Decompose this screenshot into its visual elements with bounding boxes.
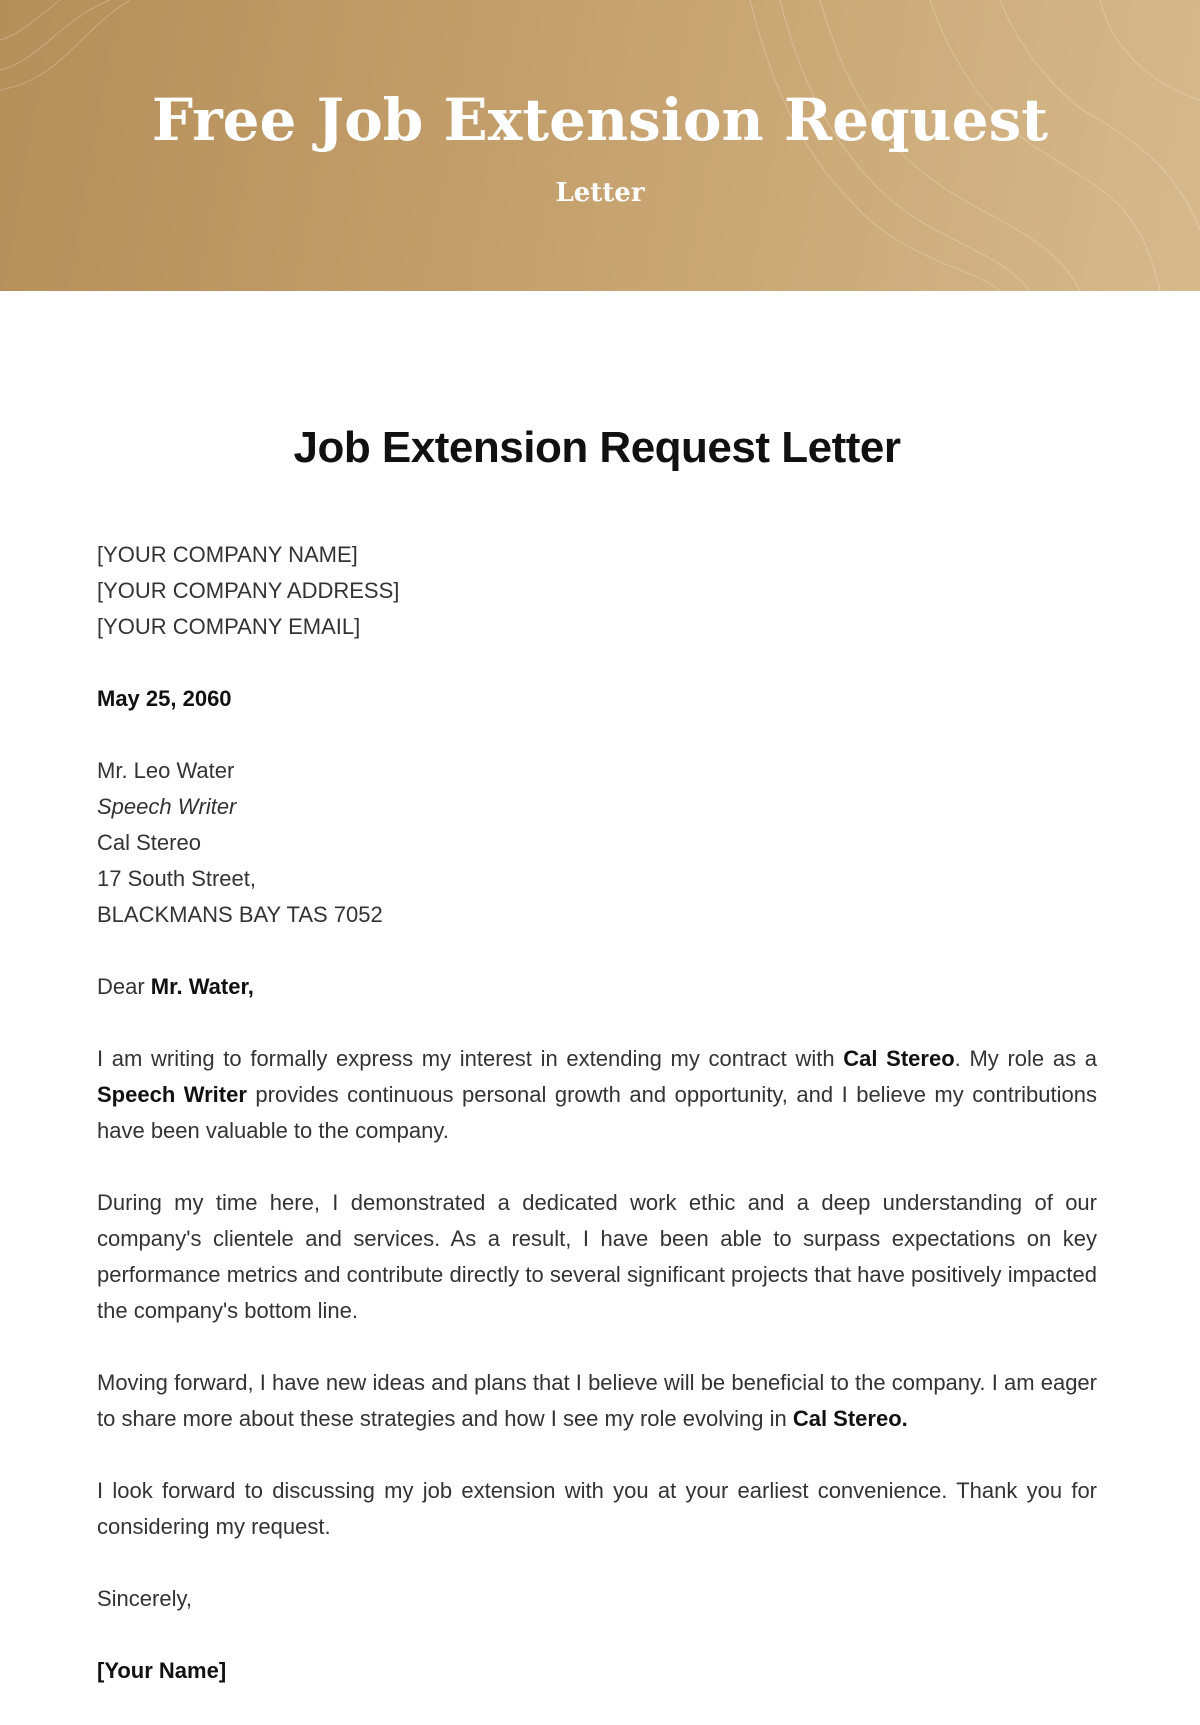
- recipient-company: Cal Stereo: [97, 830, 201, 855]
- letter-date: May 25, 2060: [97, 686, 232, 711]
- text: . My role as a: [954, 1046, 1098, 1071]
- closing: Sincerely,: [97, 1586, 192, 1611]
- banner-subtitle: Letter: [555, 178, 645, 208]
- recipient-city: BLACKMANS BAY TAS 7052: [97, 902, 383, 927]
- paragraph-4: I look forward to discussing my job extension with you at your earliest convenience. Thank you for considering my request.: [97, 1478, 1097, 1539]
- recipient-block: [97, 753, 1097, 933]
- salutation: [97, 969, 1097, 1005]
- company-name: [YOUR COMPANY NAME]: [97, 542, 358, 567]
- paragraph-1: [97, 1041, 1097, 1149]
- salutation-name: Mr. Water,: [150, 974, 254, 999]
- sender-block: [97, 537, 1097, 645]
- paragraph-2: During my time here, I demonstrated a dedicated work ethic and a deep understanding of our company's clientele and services. As a result, I have been able to surpass expectations on key performance metrics and contribute directly to several significant projects that have positively impacted the company's bottom line.: [97, 1190, 1097, 1323]
- recipient-name: Mr. Leo Water: [97, 758, 235, 783]
- text: I am writing to formally express my interest in extending my contract with: [97, 1046, 844, 1071]
- signature: [Your Name]: [97, 1658, 227, 1683]
- banner-title: Free Job Extension Request: [151, 86, 1049, 154]
- header-banner: [0, 0, 1200, 291]
- letter-heading: Job Extension Request Letter: [293, 423, 901, 472]
- salutation-prefix: Dear: [97, 974, 151, 999]
- recipient-title: Speech Writer: [97, 794, 237, 819]
- text-bold: Cal Stereo: [843, 1046, 955, 1071]
- text: Moving forward, I have new ideas and plans that I believe will be beneficial to the company. I am eager to share more about these strategies and how I see my role evolving in: [97, 1370, 1097, 1431]
- paragraph-3: [97, 1365, 1097, 1437]
- letter-body: [97, 418, 1097, 1725]
- recipient-street: 17 South Street,: [97, 866, 256, 891]
- text-bold: Cal Stereo.: [792, 1406, 908, 1431]
- company-email: [YOUR COMPANY EMAIL]: [97, 614, 361, 639]
- company-address: [YOUR COMPANY ADDRESS]: [97, 578, 400, 603]
- text-bold: Speech Writer: [97, 1082, 247, 1107]
- text: provides continuous personal growth and opportunity, and I believe my contributions have been valuable to the company.: [97, 1082, 1097, 1143]
